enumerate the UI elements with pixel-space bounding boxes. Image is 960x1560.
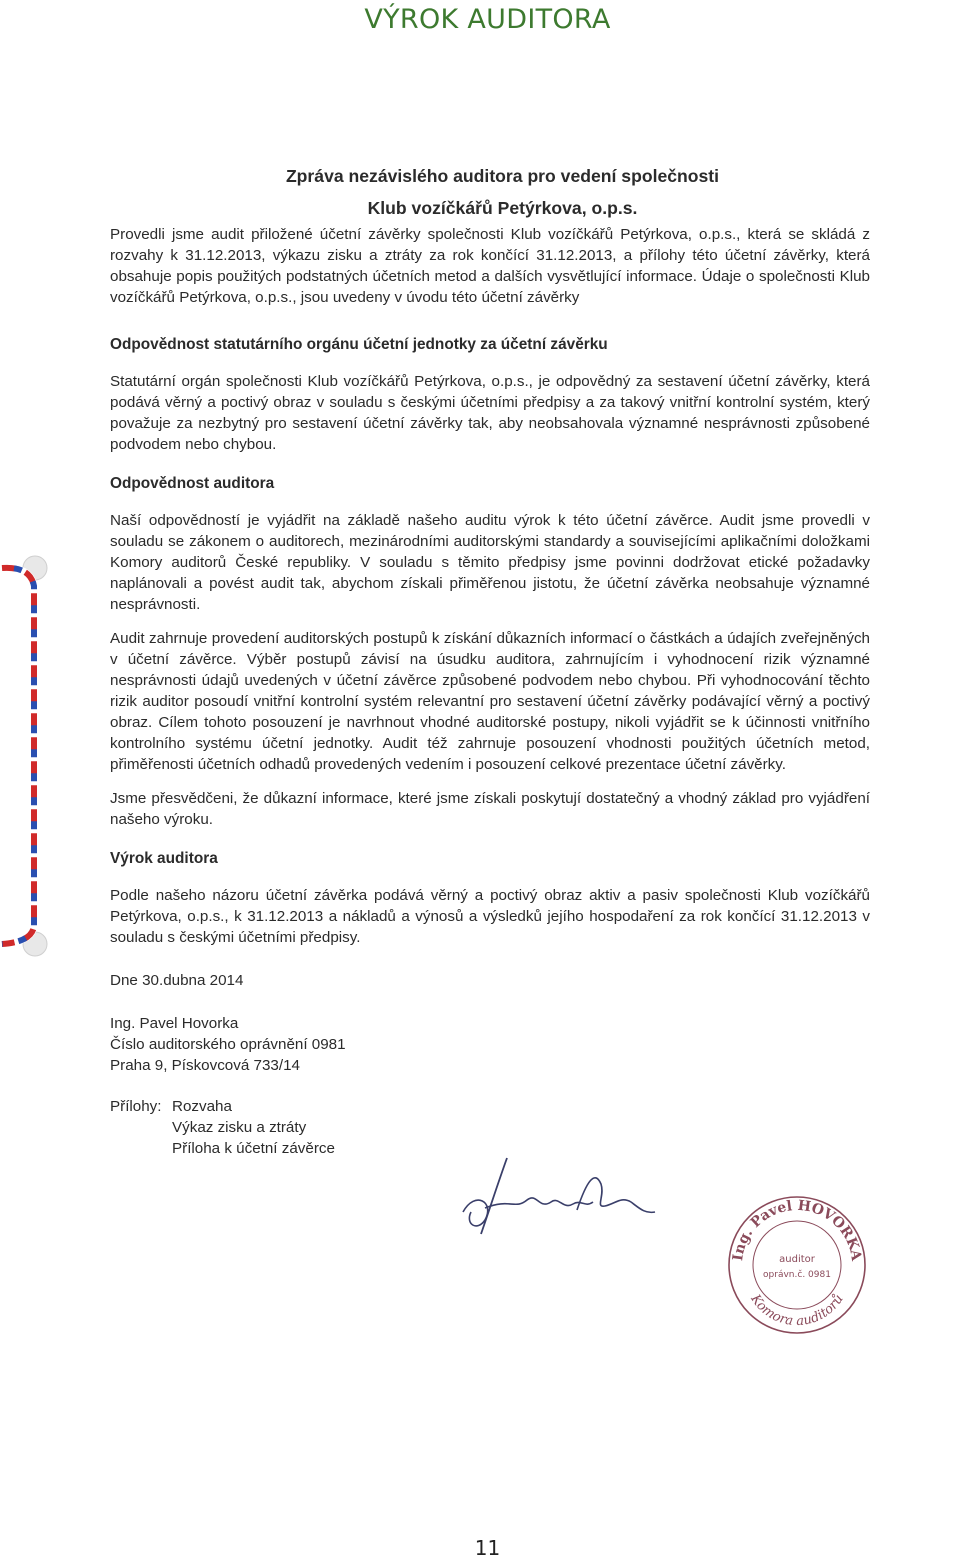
section-heading-statutory: Odpovědnost statutárního orgánu účetní jednotky za účetní závěrku bbox=[110, 336, 608, 353]
opinion-paragraph: Podle našeho názoru účetní závěrka podává věrný a poctivý obraz aktiv a pasiv společnosti Klub vozíčkářů Petýrkova, o.p.s., k 31.12.2013 a nákladů a výnosů a výsledků jejího hospodaření za rok končící 31.12.2013 v souladu s českými účetními předpisy. bbox=[110, 887, 870, 946]
attachments-label: Přílohy: bbox=[110, 1098, 162, 1115]
stamp-bottom-text: Komora auditorů bbox=[747, 1291, 847, 1330]
report-date: Dne 30.dubna 2014 bbox=[110, 972, 244, 989]
section-heading-auditor: Odpovědnost auditora bbox=[110, 475, 275, 492]
attachment-item: Výkaz zisku a ztráty bbox=[172, 1119, 307, 1136]
signer-license: Číslo auditorského oprávnění 0981 bbox=[110, 1036, 346, 1053]
report-title-line1: Zpráva nezávislého auditora pro vedení společnosti bbox=[285, 166, 720, 186]
attachment-item: Příloha k účetní závěrce bbox=[172, 1140, 335, 1157]
auditor-stamp bbox=[722, 1190, 872, 1340]
signer-block bbox=[110, 1013, 870, 1076]
binding-cord bbox=[0, 546, 50, 966]
page-number: 11 bbox=[474, 1536, 501, 1560]
auditor-paragraph-2: Audit zahrnuje provedení auditorských postupů k získání důkazních informací o částkách a údajích zveřejněných v účetní závěrce. Výběr postupů závisí na úsudku auditora, zahrnujícím i vyhodnocení rizik významné nesprávnosti údajů uvedených v účetní závěrce způsobené podvodem nebo chybou. Při vyhodnocování těchto rizik auditor posoudí vnitřní kontrolní systém relevantní pro sestavení účetní závěrky podávající věrný a poctivý obraz. Cílem tohoto posouzení je navrhnout vhodné auditorské postupy, nikoli vyjádřit se k účinnosti vnitřního kontrolního systému účetní jednotky. Audit též zahrnuje posouzení vhodnosti použitých účetních metod, přiměřenosti účetních odhadů provedených vedením i posouzení celkové prezentace účetní závěrky. bbox=[110, 630, 870, 773]
auditor-paragraph-3: Jsme přesvědčeni, že důkazní informace, které jsme získali poskytují dostatečný a vhodný základ pro vyjádření našeho výroku. bbox=[110, 790, 870, 828]
audit-report bbox=[110, 160, 870, 1159]
auditor-paragraph-1: Naší odpovědností je vyjádřit na základě našeho auditu výrok k této účetní závěrce. Audit jsme provedli v souladu se zákonem o auditorech, mezinárodními auditorskými standardy a souvisejícími aplikačními doložkami Komory auditorů České republiky. V souladu s těmito předpisy jsme povinni dodržovat etické požadavky naplánovali a povést audit tak, abychom získali přiměřenou jistotu, že účetní závěrka neobsahuje významné nesprávnosti. bbox=[110, 512, 870, 613]
signer-name: Ing. Pavel Hovorka bbox=[110, 1015, 239, 1032]
stamp-inner-line2: oprávn.č. 0981 bbox=[763, 1270, 831, 1280]
stamp-top-text: Ing. Pavel HOVORKA bbox=[730, 1197, 864, 1262]
intro-paragraph: Provedli jsme audit přiložené účetní závěrky společnosti Klub vozíčkářů Petýrkova, o.p.s., která se skládá z rozvahy k 31.12.2013, výkazu zisku a ztráty za rok končící 31.12.2013, a přílohy této účetní závěrky, která obsahuje popis použitých podstatných účetních metod a dalších vysvětlující informace. Údaje o společnosti Klub vozíčkářů Petýrkova, o.p.s., jsou uvedeny v úvodu této účetní závěrky bbox=[110, 226, 870, 306]
stamp-inner-line1: auditor bbox=[779, 1254, 815, 1265]
signer-address: Praha 9, Pískovcová 733/14 bbox=[110, 1057, 300, 1074]
attachment-item: Rozvaha bbox=[172, 1098, 232, 1115]
section-heading-opinion: Výrok auditora bbox=[110, 850, 218, 867]
attachments-list bbox=[172, 1096, 335, 1159]
report-title-line2: Klub vozíčkářů Petýrkova, o.p.s. bbox=[367, 198, 638, 218]
page-heading: VÝROK AUDITORA bbox=[364, 4, 611, 35]
statutory-paragraph: Statutární orgán společnosti Klub vozíčkářů Petýrkova, o.p.s., je odpovědný za sestavení účetní závěrky, která podává věrný a poctivý obraz v souladu s českými účetními předpisy a za takový vnitřní kontrolní systém, který považuje za nezbytný pro sestavení účetní závěrky tak, aby neobsahovala významné nesprávnosti způsobené podvodem nebo chybou. bbox=[110, 373, 870, 453]
handwritten-signature bbox=[455, 1150, 665, 1240]
